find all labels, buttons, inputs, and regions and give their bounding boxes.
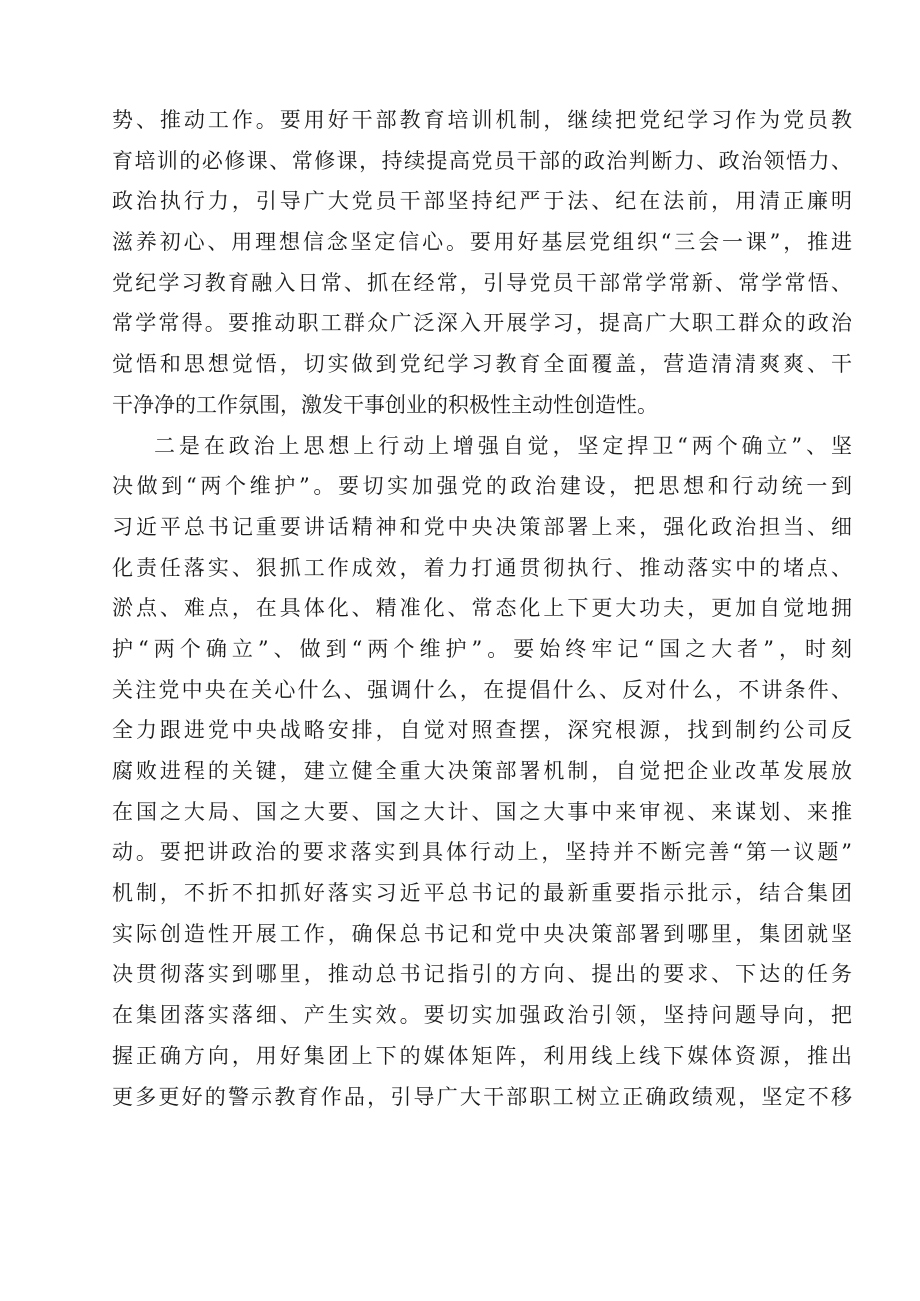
paragraph-1 <box>112 100 852 426</box>
text-line: 化责任落实、狠抓工作成效，着力打通贯彻执行、推动落实中的堵点、 <box>112 555 852 580</box>
text-line: 机制，不折不扣抓好落实习近平总书记的最新重要指示批示，结合集团 <box>112 881 852 906</box>
text-line: 二是在政治上思想上行动上增强自觉，坚定捍卫“两个确立”、坚 <box>154 433 852 458</box>
text-line: 在国之大局、国之大要、国之大计、国之大事中来审视、来谋划、来推 <box>112 799 852 824</box>
text-line: 动。要把讲政治的要求落实到具体行动上，坚持并不断完善“第一议题” <box>112 840 852 865</box>
text-line: 常学常得。要推动职工群众广泛深入开展学习，提高广大职工群众的政治 <box>112 311 852 336</box>
document-body <box>112 100 852 1117</box>
text-line: 淤点、难点，在具体化、精准化、常态化上下更大功夫，更加自觉地拥 <box>112 596 852 621</box>
text-line: 握正确方向，用好集团上下的媒体矩阵，利用线上线下媒体资源，推出 <box>112 1043 852 1068</box>
text-line: 全力跟进党中央战略安排，自觉对照查摆，深究根源，找到制约公司反 <box>112 718 852 743</box>
text-line: 党纪学习教育融入日常、抓在经常，引导党员干部常学常新、常学常悟、 <box>112 270 852 295</box>
paragraph-2 <box>112 426 852 1118</box>
text-line: 政治执行力，引导广大党员干部坚持纪严于法、纪在法前，用清正廉明 <box>112 189 852 214</box>
text-line: 育培训的必修课、常修课，持续提高党员干部的政治判断力、政治领悟力、 <box>112 148 852 173</box>
text-line: 觉悟和思想觉悟，切实做到党纪学习教育全面覆盖，营造清清爽爽、干 <box>112 352 852 377</box>
text-line: 实际创造性开展工作，确保总书记和党中央决策部署到哪里，集团就坚 <box>112 921 852 946</box>
text-line: 在集团落实落细、产生实效。要切实加强政治引领，坚持问题导向，把 <box>112 1003 852 1028</box>
text-line: 更多更好的警示教育作品，引导广大干部职工树立正确政绩观，坚定不移 <box>112 1084 852 1109</box>
text-line: 决贯彻落实到哪里，推动总书记指引的方向、提出的要求、下达的任务 <box>112 962 852 987</box>
text-line: 腐败进程的关键，建立健全重大决策部署机制，自觉把企业改革发展放 <box>112 759 852 783</box>
text-line: 滋养初心、用理想信念坚定信心。要用好基层党组织“三会一课”，推进 <box>112 230 852 255</box>
text-line: 护“两个确立”、做到“两个维护”。要始终牢记“国之大者”，时刻 <box>112 636 852 661</box>
text-line: 势、推动工作。要用好干部教育培训机制，继续把党纪学习作为党员教 <box>112 108 852 132</box>
text-line: 关注党中央在关心什么、强调什么，在提倡什么、反对什么，不讲条件、 <box>112 677 852 702</box>
text-line: 习近平总书记重要讲话精神和党中央决策部署上来，强化政治担当、细 <box>112 514 852 539</box>
text-line: 决做到“两个维护”。要切实加强党的政治建设，把思想和行动统一到 <box>112 474 852 499</box>
text-line: 干净净的工作氛围，激发干事创业的积极性主动性创造性。 <box>112 392 658 417</box>
